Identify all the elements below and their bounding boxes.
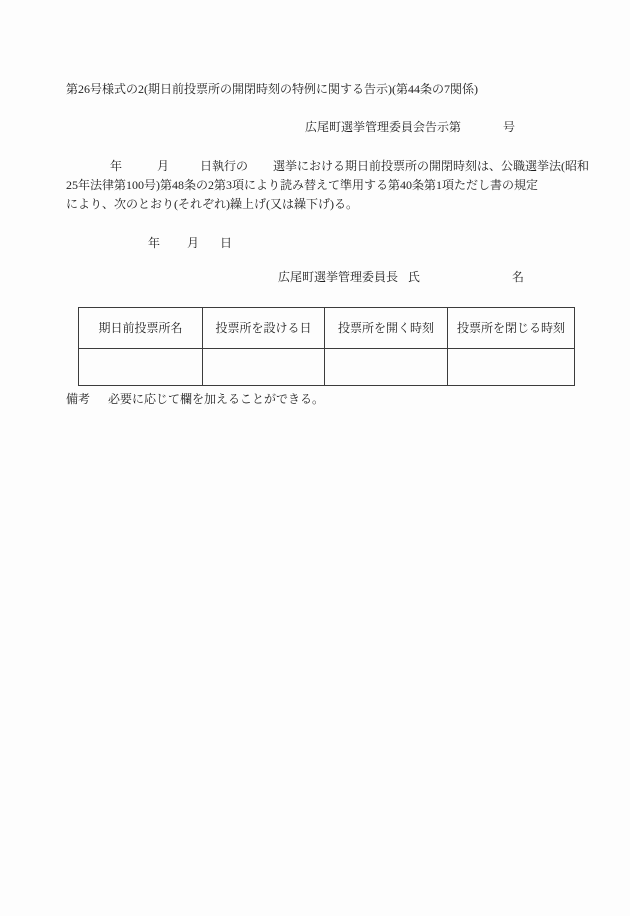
form-number-title: 第26号様式の2(期日前投票所の開閉時刻の特例に関する告示)(第44条の7関係) — [66, 82, 478, 96]
remarks-text: 必要に応じて欄を加えることができる。 — [108, 392, 325, 406]
body-paragraph-line-3: により、次のとおり(それぞれ)繰上げ(又は繰下げ)る。 — [66, 197, 358, 211]
notice-number-suffix: 号 — [503, 120, 516, 134]
polling-schedule-table — [78, 307, 575, 386]
table-row — [79, 349, 575, 386]
commission-chair-title: 広尾町選挙管理委員長 — [278, 270, 399, 284]
notice-number-prefix: 広尾町選挙管理委員会告示第 — [305, 120, 462, 134]
date-line — [66, 236, 232, 251]
body-paragraph-line-2: 25年法律第100号)第48条の2第3項により読み替えて準用する第40条第1項ただし書の規定 — [66, 178, 538, 192]
table-cell-empty — [203, 349, 325, 386]
date-day-label: 日 — [220, 236, 233, 250]
table-header-opening-time: 投票所を開く時刻 — [325, 308, 448, 349]
surname-label: 氏 — [408, 270, 421, 284]
date-year-label: 年 — [148, 236, 161, 250]
table-cell-empty — [448, 349, 575, 386]
table-header-closing-time: 投票所を閉じる時刻 — [448, 308, 575, 349]
body-line-1-text: 選挙における期日前投票所の開閉時刻は、公職選挙法(昭和 — [273, 159, 590, 173]
table-header-row — [79, 308, 575, 349]
table-cell-empty — [325, 349, 448, 386]
date-month-label: 月 — [187, 236, 200, 250]
given-name-label: 名 — [512, 270, 525, 284]
table-header-date-established: 投票所を設ける日 — [203, 308, 325, 349]
table-header-polling-place-name: 期日前投票所名 — [79, 308, 203, 349]
remarks-label: 備考 — [66, 392, 91, 406]
table-cell-empty — [79, 349, 203, 386]
blank-day-label: 日執行の — [200, 159, 249, 173]
blank-month-label: 月 — [157, 159, 170, 173]
signature-line — [66, 270, 524, 285]
notice-number-line — [305, 120, 515, 135]
blank-year-label: 年 — [110, 159, 123, 173]
body-paragraph-line-1 — [66, 159, 589, 174]
remarks-note — [66, 392, 324, 407]
